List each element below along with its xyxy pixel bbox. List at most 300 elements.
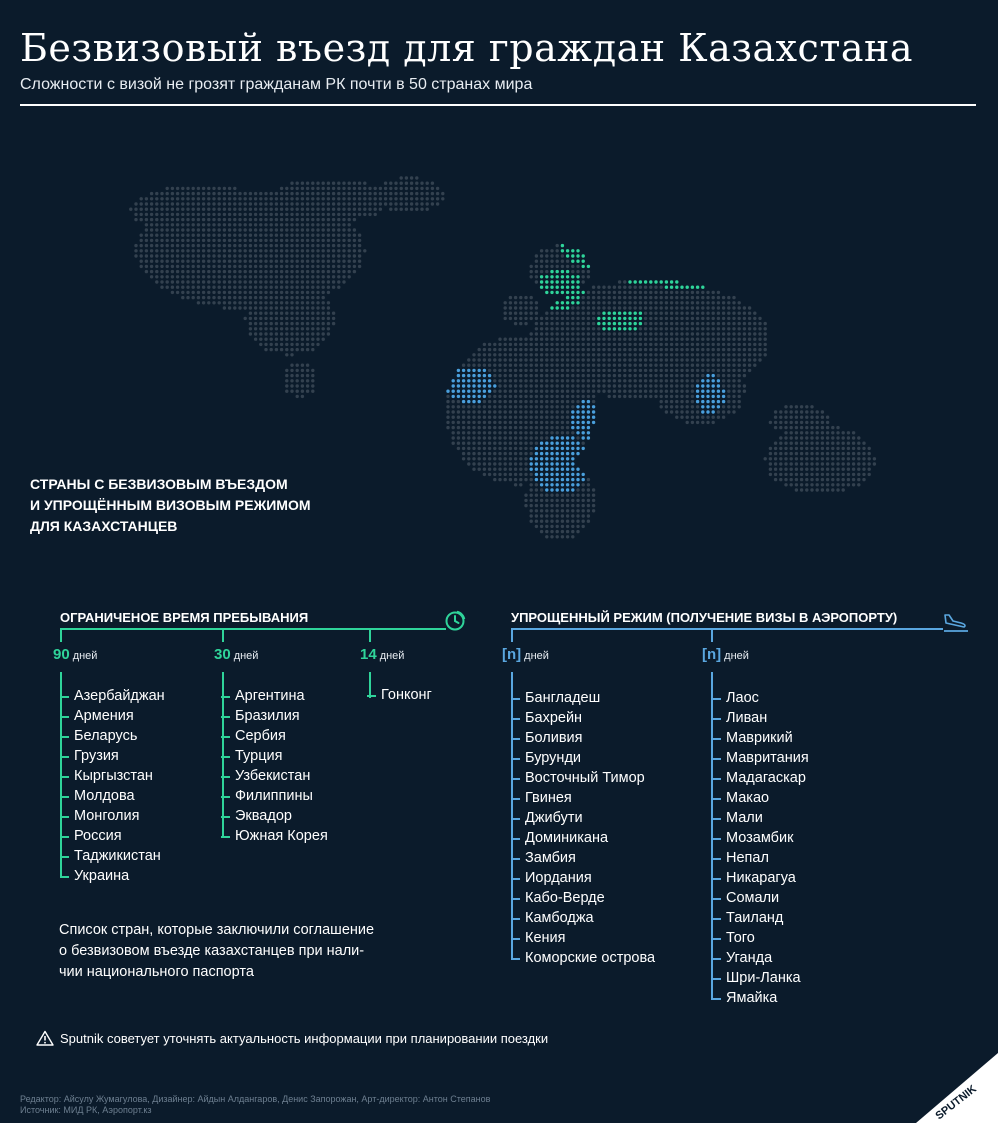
map-dot bbox=[738, 395, 741, 398]
map-dot bbox=[670, 379, 673, 382]
map-dot bbox=[816, 462, 819, 465]
map-dot bbox=[550, 374, 553, 377]
map-dot bbox=[197, 187, 200, 190]
map-dot bbox=[738, 374, 741, 377]
map-dot bbox=[270, 306, 273, 309]
map-dot bbox=[545, 317, 548, 320]
map-dot bbox=[680, 322, 683, 325]
map-dot bbox=[254, 312, 257, 315]
map-dot bbox=[862, 457, 865, 460]
map-dot bbox=[530, 421, 533, 424]
map-dot bbox=[550, 338, 553, 341]
map-dot bbox=[602, 296, 605, 299]
map-dot bbox=[576, 265, 579, 268]
map-dot bbox=[233, 234, 236, 237]
map-dot bbox=[150, 254, 153, 257]
map-dot bbox=[582, 405, 585, 408]
map-dot bbox=[238, 296, 241, 299]
map-dot bbox=[530, 520, 533, 523]
map-dot bbox=[743, 348, 746, 351]
map-dot bbox=[571, 447, 574, 450]
map-dot bbox=[301, 390, 304, 393]
map-dot bbox=[623, 364, 626, 367]
map-dot bbox=[290, 249, 293, 252]
map-dot bbox=[467, 462, 470, 465]
map-dot bbox=[233, 260, 236, 263]
map-dot bbox=[712, 384, 715, 387]
map-dot bbox=[686, 286, 689, 289]
map-dot bbox=[290, 379, 293, 382]
map-dot bbox=[171, 291, 174, 294]
map-dot bbox=[550, 348, 553, 351]
map-dot bbox=[332, 244, 335, 247]
map-dot bbox=[467, 436, 470, 439]
list-item: Ямайка bbox=[726, 988, 809, 1008]
map-dot bbox=[535, 343, 538, 346]
map-dot bbox=[244, 239, 247, 242]
map-dot bbox=[639, 338, 642, 341]
map-dot bbox=[644, 390, 647, 393]
map-dot bbox=[561, 504, 564, 507]
map-dot bbox=[810, 473, 813, 476]
map-dot bbox=[410, 197, 413, 200]
map-dot bbox=[285, 234, 288, 237]
map-dot bbox=[670, 353, 673, 356]
map-dot bbox=[524, 338, 527, 341]
map-dot bbox=[868, 462, 871, 465]
map-dot bbox=[670, 374, 673, 377]
map-dot bbox=[701, 332, 704, 335]
map-dot bbox=[602, 306, 605, 309]
map-dot bbox=[535, 442, 538, 445]
map-dot bbox=[498, 421, 501, 424]
map-dot bbox=[342, 275, 345, 278]
map-dot bbox=[816, 452, 819, 455]
map-dot bbox=[608, 317, 611, 320]
map-dot bbox=[686, 384, 689, 387]
map-dot bbox=[712, 374, 715, 377]
map-dot bbox=[530, 332, 533, 335]
map-dot bbox=[420, 182, 423, 185]
map-dot bbox=[218, 301, 221, 304]
map-dot bbox=[706, 306, 709, 309]
map-dot bbox=[665, 291, 668, 294]
map-dot bbox=[556, 520, 559, 523]
map-dot bbox=[212, 234, 215, 237]
map-dot bbox=[301, 296, 304, 299]
map-dot bbox=[509, 364, 512, 367]
map-dot bbox=[186, 192, 189, 195]
map-dot bbox=[530, 431, 533, 434]
map-dot bbox=[478, 379, 481, 382]
map-dot bbox=[764, 457, 767, 460]
map-dot bbox=[134, 244, 137, 247]
map-dot bbox=[306, 291, 309, 294]
map-dot bbox=[592, 499, 595, 502]
map-dot bbox=[582, 379, 585, 382]
map-dot bbox=[504, 374, 507, 377]
map-dot bbox=[181, 260, 184, 263]
map-dot bbox=[587, 504, 590, 507]
map-dot bbox=[571, 317, 574, 320]
map-dot bbox=[556, 317, 559, 320]
map-dot bbox=[181, 280, 184, 283]
map-dot bbox=[244, 275, 247, 278]
map-dot bbox=[254, 223, 257, 226]
map-dot bbox=[275, 322, 278, 325]
list-item: Бахрейн bbox=[525, 708, 655, 728]
map-dot bbox=[171, 286, 174, 289]
map-dot bbox=[301, 301, 304, 304]
list-item: Аргентина bbox=[235, 686, 328, 706]
map-dot bbox=[576, 358, 579, 361]
map-dot bbox=[327, 275, 330, 278]
map-dot bbox=[472, 457, 475, 460]
map-dot bbox=[452, 431, 455, 434]
map-dot bbox=[582, 338, 585, 341]
map-dot bbox=[348, 234, 351, 237]
map-dot bbox=[670, 332, 673, 335]
map-dot bbox=[171, 234, 174, 237]
map-dot bbox=[249, 332, 252, 335]
map-dot bbox=[296, 338, 299, 341]
map-dot bbox=[576, 348, 579, 351]
map-dot bbox=[270, 239, 273, 242]
map-dot bbox=[171, 270, 174, 273]
map-dot bbox=[628, 312, 631, 315]
map-dot bbox=[743, 343, 746, 346]
map-dot bbox=[556, 265, 559, 268]
map-dot bbox=[223, 301, 226, 304]
map-dot bbox=[493, 457, 496, 460]
map-dot bbox=[660, 291, 663, 294]
map-dot bbox=[774, 447, 777, 450]
map-dot bbox=[779, 442, 782, 445]
map-dot bbox=[582, 525, 585, 528]
map-dot bbox=[535, 488, 538, 491]
map-dot bbox=[524, 374, 527, 377]
map-dot bbox=[238, 213, 241, 216]
map-dot bbox=[176, 234, 179, 237]
map-dot bbox=[540, 488, 543, 491]
limited-stay-title: ОГРАНИЧЕНОЕ ВРЕМЯ ПРЕБЫВАНИЯ bbox=[60, 610, 309, 625]
map-dot bbox=[254, 202, 257, 205]
map-dot bbox=[379, 202, 382, 205]
map-dot bbox=[462, 447, 465, 450]
map-dot bbox=[202, 254, 205, 257]
map-dot bbox=[810, 410, 813, 413]
map-dot bbox=[556, 447, 559, 450]
map-dot bbox=[654, 327, 657, 330]
map-dot bbox=[218, 223, 221, 226]
map-dot bbox=[342, 197, 345, 200]
map-dot bbox=[571, 483, 574, 486]
map-dot bbox=[717, 400, 720, 403]
map-dot bbox=[223, 202, 226, 205]
map-dot bbox=[275, 291, 278, 294]
map-dot bbox=[285, 348, 288, 351]
map-dot bbox=[472, 369, 475, 372]
map-dot bbox=[342, 280, 345, 283]
map-dot bbox=[472, 452, 475, 455]
map-dot bbox=[654, 369, 657, 372]
map-dot bbox=[618, 343, 621, 346]
map-dot bbox=[680, 348, 683, 351]
map-dot bbox=[654, 338, 657, 341]
map-dot bbox=[540, 358, 543, 361]
map-dot bbox=[545, 520, 548, 523]
map-dot bbox=[556, 301, 559, 304]
map-dot bbox=[753, 353, 756, 356]
map-dot bbox=[368, 192, 371, 195]
map-dot bbox=[587, 400, 590, 403]
map-dot bbox=[706, 364, 709, 367]
map-dot bbox=[301, 327, 304, 330]
map-dot bbox=[457, 379, 460, 382]
map-dot bbox=[498, 473, 501, 476]
map-dot bbox=[244, 197, 247, 200]
map-dot bbox=[556, 327, 559, 330]
map-dot bbox=[592, 488, 595, 491]
map-dot bbox=[316, 286, 319, 289]
map-dot bbox=[592, 384, 595, 387]
map-dot bbox=[753, 332, 756, 335]
map-dot bbox=[566, 379, 569, 382]
map-dot bbox=[680, 369, 683, 372]
map-dot bbox=[254, 296, 257, 299]
map-dot bbox=[264, 239, 267, 242]
map-dot bbox=[675, 343, 678, 346]
map-dot bbox=[322, 306, 325, 309]
map-dot bbox=[322, 286, 325, 289]
map-dot bbox=[353, 197, 356, 200]
map-dot bbox=[654, 280, 657, 283]
map-dot bbox=[675, 301, 678, 304]
map-dot bbox=[176, 275, 179, 278]
map-dot bbox=[670, 343, 673, 346]
map-dot bbox=[233, 301, 236, 304]
map-dot bbox=[519, 312, 522, 315]
map-dot bbox=[223, 275, 226, 278]
map-dot bbox=[431, 192, 434, 195]
map-dot bbox=[155, 192, 158, 195]
map-dot bbox=[405, 197, 408, 200]
map-dot bbox=[270, 260, 273, 263]
map-dot bbox=[488, 358, 491, 361]
map-dot bbox=[675, 416, 678, 419]
map-dot bbox=[259, 296, 262, 299]
map-dot bbox=[358, 182, 361, 185]
map-dot bbox=[181, 286, 184, 289]
map-dot bbox=[608, 312, 611, 315]
map-dot bbox=[488, 431, 491, 434]
map-dot bbox=[675, 353, 678, 356]
map-dot bbox=[670, 286, 673, 289]
map-dot bbox=[779, 416, 782, 419]
map-dot bbox=[550, 395, 553, 398]
map-dot bbox=[254, 291, 257, 294]
map-dot bbox=[561, 509, 564, 512]
simplified-line bbox=[511, 628, 943, 630]
map-dot bbox=[212, 197, 215, 200]
map-dot bbox=[280, 317, 283, 320]
map-dot bbox=[145, 249, 148, 252]
map-dot bbox=[301, 239, 304, 242]
map-dot bbox=[774, 442, 777, 445]
map-dot bbox=[686, 410, 689, 413]
map-dot bbox=[498, 400, 501, 403]
map-dot bbox=[192, 202, 195, 205]
map-dot bbox=[519, 457, 522, 460]
map-dot bbox=[582, 520, 585, 523]
map-dot bbox=[316, 306, 319, 309]
map-dot bbox=[769, 447, 772, 450]
map-dot bbox=[592, 410, 595, 413]
map-dot bbox=[290, 228, 293, 231]
map-dot bbox=[540, 452, 543, 455]
list-item: Гонконг bbox=[381, 687, 432, 703]
map-dot bbox=[171, 265, 174, 268]
map-dot bbox=[316, 213, 319, 216]
map-dot bbox=[472, 410, 475, 413]
map-dot bbox=[530, 275, 533, 278]
map-dot bbox=[342, 265, 345, 268]
map-dot bbox=[571, 390, 574, 393]
map-dot bbox=[509, 462, 512, 465]
map-dot bbox=[732, 405, 735, 408]
map-dot bbox=[171, 208, 174, 211]
map-dot bbox=[223, 254, 226, 257]
map-dot bbox=[571, 431, 574, 434]
map-dot bbox=[852, 457, 855, 460]
map-dot bbox=[540, 327, 543, 330]
map-dot bbox=[322, 280, 325, 283]
map-dot bbox=[207, 192, 210, 195]
map-dot bbox=[426, 208, 429, 211]
map-dot bbox=[197, 239, 200, 242]
map-dot bbox=[550, 514, 553, 517]
map-dot bbox=[535, 327, 538, 330]
map-dot bbox=[582, 327, 585, 330]
map-dot bbox=[592, 395, 595, 398]
map-dot bbox=[691, 291, 694, 294]
map-dot bbox=[571, 296, 574, 299]
map-dot bbox=[550, 280, 553, 283]
note-line: Список стран, которые заключили соглашение bbox=[59, 922, 375, 938]
map-dot bbox=[582, 488, 585, 491]
map-dot bbox=[540, 374, 543, 377]
map-dot bbox=[218, 208, 221, 211]
map-dot bbox=[566, 358, 569, 361]
map-dot bbox=[608, 296, 611, 299]
map-dot bbox=[228, 218, 231, 221]
map-dot bbox=[223, 239, 226, 242]
map-dot bbox=[394, 208, 397, 211]
map-dot bbox=[228, 280, 231, 283]
map-dot bbox=[686, 306, 689, 309]
map-dot bbox=[743, 358, 746, 361]
map-dot bbox=[270, 265, 273, 268]
map-dot bbox=[207, 286, 210, 289]
map-dot bbox=[644, 296, 647, 299]
map-dot bbox=[582, 426, 585, 429]
map-dot bbox=[228, 228, 231, 231]
map-dot bbox=[296, 260, 299, 263]
map-dot bbox=[727, 338, 730, 341]
map-dot bbox=[582, 504, 585, 507]
map-dot bbox=[238, 270, 241, 273]
map-dot bbox=[462, 436, 465, 439]
map-dot bbox=[748, 358, 751, 361]
map-dot bbox=[670, 369, 673, 372]
map-dot bbox=[628, 291, 631, 294]
map-dot bbox=[327, 192, 330, 195]
map-dot bbox=[233, 280, 236, 283]
map-dot bbox=[493, 379, 496, 382]
map-dot bbox=[530, 499, 533, 502]
map-dot bbox=[691, 374, 694, 377]
map-dot bbox=[306, 286, 309, 289]
map-dot bbox=[660, 306, 663, 309]
map-dot bbox=[519, 343, 522, 346]
map-dot bbox=[311, 317, 314, 320]
map-dot bbox=[847, 457, 850, 460]
map-dot bbox=[316, 322, 319, 325]
map-dot bbox=[436, 197, 439, 200]
map-dot bbox=[202, 280, 205, 283]
map-dot bbox=[509, 400, 512, 403]
map-dot bbox=[566, 322, 569, 325]
map-dot bbox=[810, 478, 813, 481]
map-dot bbox=[270, 280, 273, 283]
map-dot bbox=[233, 291, 236, 294]
passport-note bbox=[59, 920, 374, 983]
map-dot bbox=[738, 301, 741, 304]
map-dot bbox=[587, 421, 590, 424]
map-dot bbox=[264, 202, 267, 205]
map-dot bbox=[519, 468, 522, 471]
map-dot bbox=[795, 447, 798, 450]
map-dot bbox=[550, 473, 553, 476]
map-dot bbox=[467, 405, 470, 408]
map-dot bbox=[285, 327, 288, 330]
map-dot bbox=[493, 436, 496, 439]
map-dot bbox=[337, 208, 340, 211]
map-dot bbox=[665, 332, 668, 335]
map-dot bbox=[550, 499, 553, 502]
map-dot bbox=[519, 348, 522, 351]
map-dot bbox=[550, 249, 553, 252]
map-dot bbox=[290, 327, 293, 330]
map-dot bbox=[504, 364, 507, 367]
map-dot bbox=[290, 364, 293, 367]
map-dot bbox=[540, 530, 543, 533]
map-dot bbox=[280, 234, 283, 237]
map-dot bbox=[582, 369, 585, 372]
map-dot bbox=[524, 452, 527, 455]
map-dot bbox=[566, 280, 569, 283]
map-dot bbox=[332, 239, 335, 242]
map-dot bbox=[259, 322, 262, 325]
map-dot bbox=[322, 270, 325, 273]
map-dot bbox=[784, 452, 787, 455]
map-dot bbox=[550, 379, 553, 382]
map-dot bbox=[644, 348, 647, 351]
map-dot bbox=[504, 306, 507, 309]
map-dot bbox=[764, 338, 767, 341]
map-dot bbox=[348, 228, 351, 231]
map-dot bbox=[706, 395, 709, 398]
